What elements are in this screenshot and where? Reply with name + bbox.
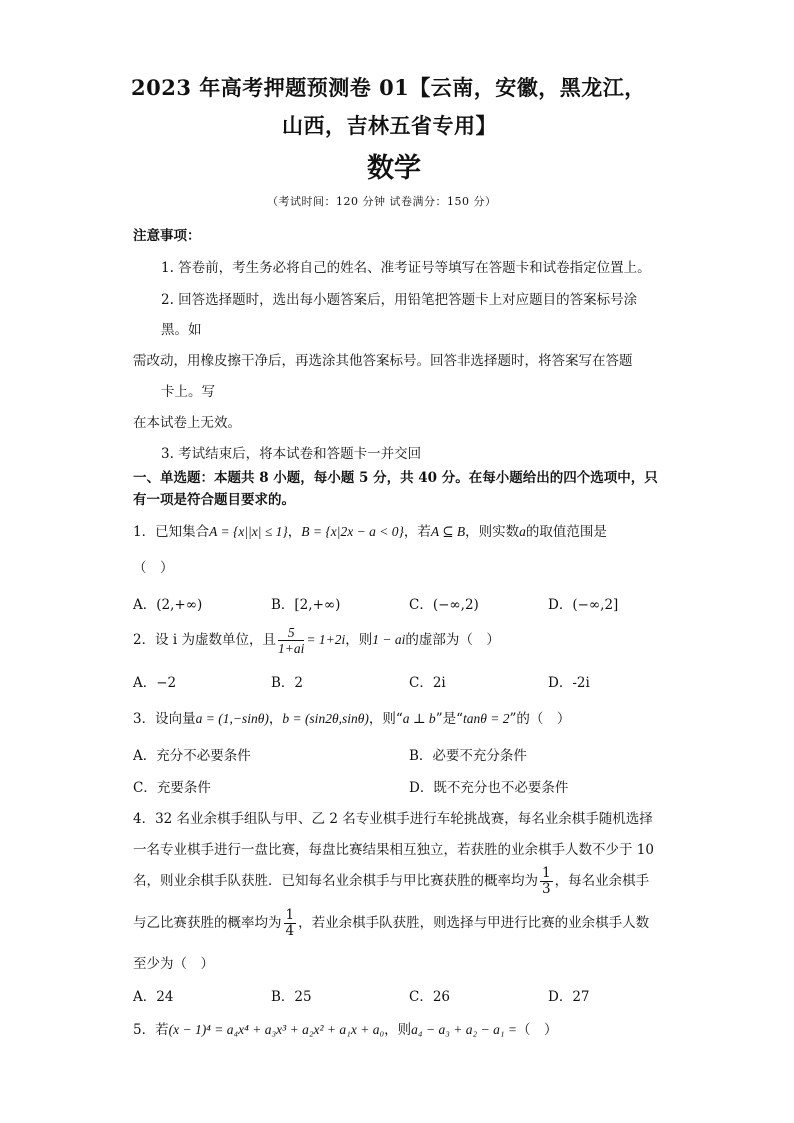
note-2a: 2. 回答选择题时，选出每小题答案后，用铅笔把答题卡上对应题目的答案标号涂 [161,292,638,308]
q1-option-c: C．(−∞,2) [409,597,479,613]
section1-line1: 一、单选题：本题共 8 小题，每小题 5 分，共 40 分。在每小题给出的四个选项中，只 [133,470,658,486]
q2-option-b: B．2 [271,675,304,691]
note-2b: 黑。如 [161,322,202,338]
title-line-1: 2023 年高考押题预测卷 01【云南，安徽，黑龙江， [131,75,646,100]
q3-option-c: C．充要条件 [133,780,211,796]
note-1: 1. 答卷前，考生务必将自己的姓名、准考证号等填写在答题卡和试卷指定位置上。 [161,260,651,276]
q4-option-b: B．25 [271,989,312,1005]
q2-option-a: A．−2 [133,675,177,691]
title-line-2: 山西，吉林五省专用】 [282,113,497,138]
question-4-line3: 名，则业余棋手队获胜．已知每名业余棋手与甲比赛获胜的概率均为 $\frac{1}{3}$ ，每名业余棋手 [133,865,650,897]
q4-option-a: A．24 [133,989,174,1005]
note-2d: 卡上。写 [161,384,215,400]
fraction: $\frac{5}{1+ai}$ [278,625,305,656]
q3-option-d: D．既不充分也不必要条件 [409,780,569,796]
note-2c: 需改动，用橡皮擦干净后，再选涂其他答案标号。回答非选择题时，将答案写在答题 [133,353,633,369]
q3-option-b: B．必要不充分条件 [409,748,527,764]
q3-option-a: A．充分不必要条件 [133,748,251,764]
question-4-line1: 4．32 名业余棋手组队与甲、乙 2 名专业棋手进行车轮挑战赛，每名业余棋手随机选择 [133,811,653,827]
question-4-line4: 与乙比赛获胜的概率均为 $\frac{1}{4}$ ，若业余棋手队获胜，则选择与甲进行比赛的业余棋手人数 [133,907,650,939]
question-1-stem: 1．已知集合A = {x||x| ≤ 1}，B = {x|2x − a < 0}，若A ⊆ B，则实数a的取值范围是 [133,524,607,540]
q4-option-c: C．26 [409,989,451,1005]
note-2e: 在本试卷上无效。 [133,415,241,431]
question-4-line2: 一名专业棋手进行一盘比赛，每盘比赛结果相互独立，若获胜的业余棋手人数不少于 10 [133,842,654,858]
note-3: 3. 考试结束后，将本试卷和答题卡一并交回 [161,446,422,462]
exam-meta: （考试时间：120 分钟 试卷满分：150 分） [267,195,497,208]
question-1-paren: （ ） [133,560,174,576]
notes-heading: 注意事项： [133,228,201,244]
question-2-stem: 2．设 i 为虚数单位，且 $\frac{5}{1+ai}$ = 1+2i，则1 − ai的虚部为（ ） [133,625,500,656]
q4-option-d: D．27 [548,989,590,1005]
section1-line2: 有一项是符合题目要求的。 [133,492,295,508]
fraction: $\frac{1}{3}$ [542,865,551,897]
q1-option-b: B．[2,+∞) [271,597,341,613]
question-5-stem: 5．若(x − 1)⁴ = a₄x⁴ + a₃x³ + a₂x² + a₁x + a₀，则a₄ − a₃ + a₂ − a₁ =（ ） [133,1022,558,1038]
q1-option-a: A．(2,+∞) [133,597,203,613]
fraction: $\frac{1}{4}$ [285,907,295,939]
question-3-stem: 3．设向量a = (1,−sinθ)，b = (sin2θ,sinθ)，则“a ⊥ b”是“tanθ = 2”的（ ） [133,711,571,727]
subject-title: 数学 [367,153,421,184]
q1-option-d: D．(−∞,2] [548,597,619,613]
q2-option-c: C．2i [409,675,446,691]
q2-option-d: D．-2i [548,675,590,691]
question-4-line5: 至少为（ ） [133,956,214,972]
